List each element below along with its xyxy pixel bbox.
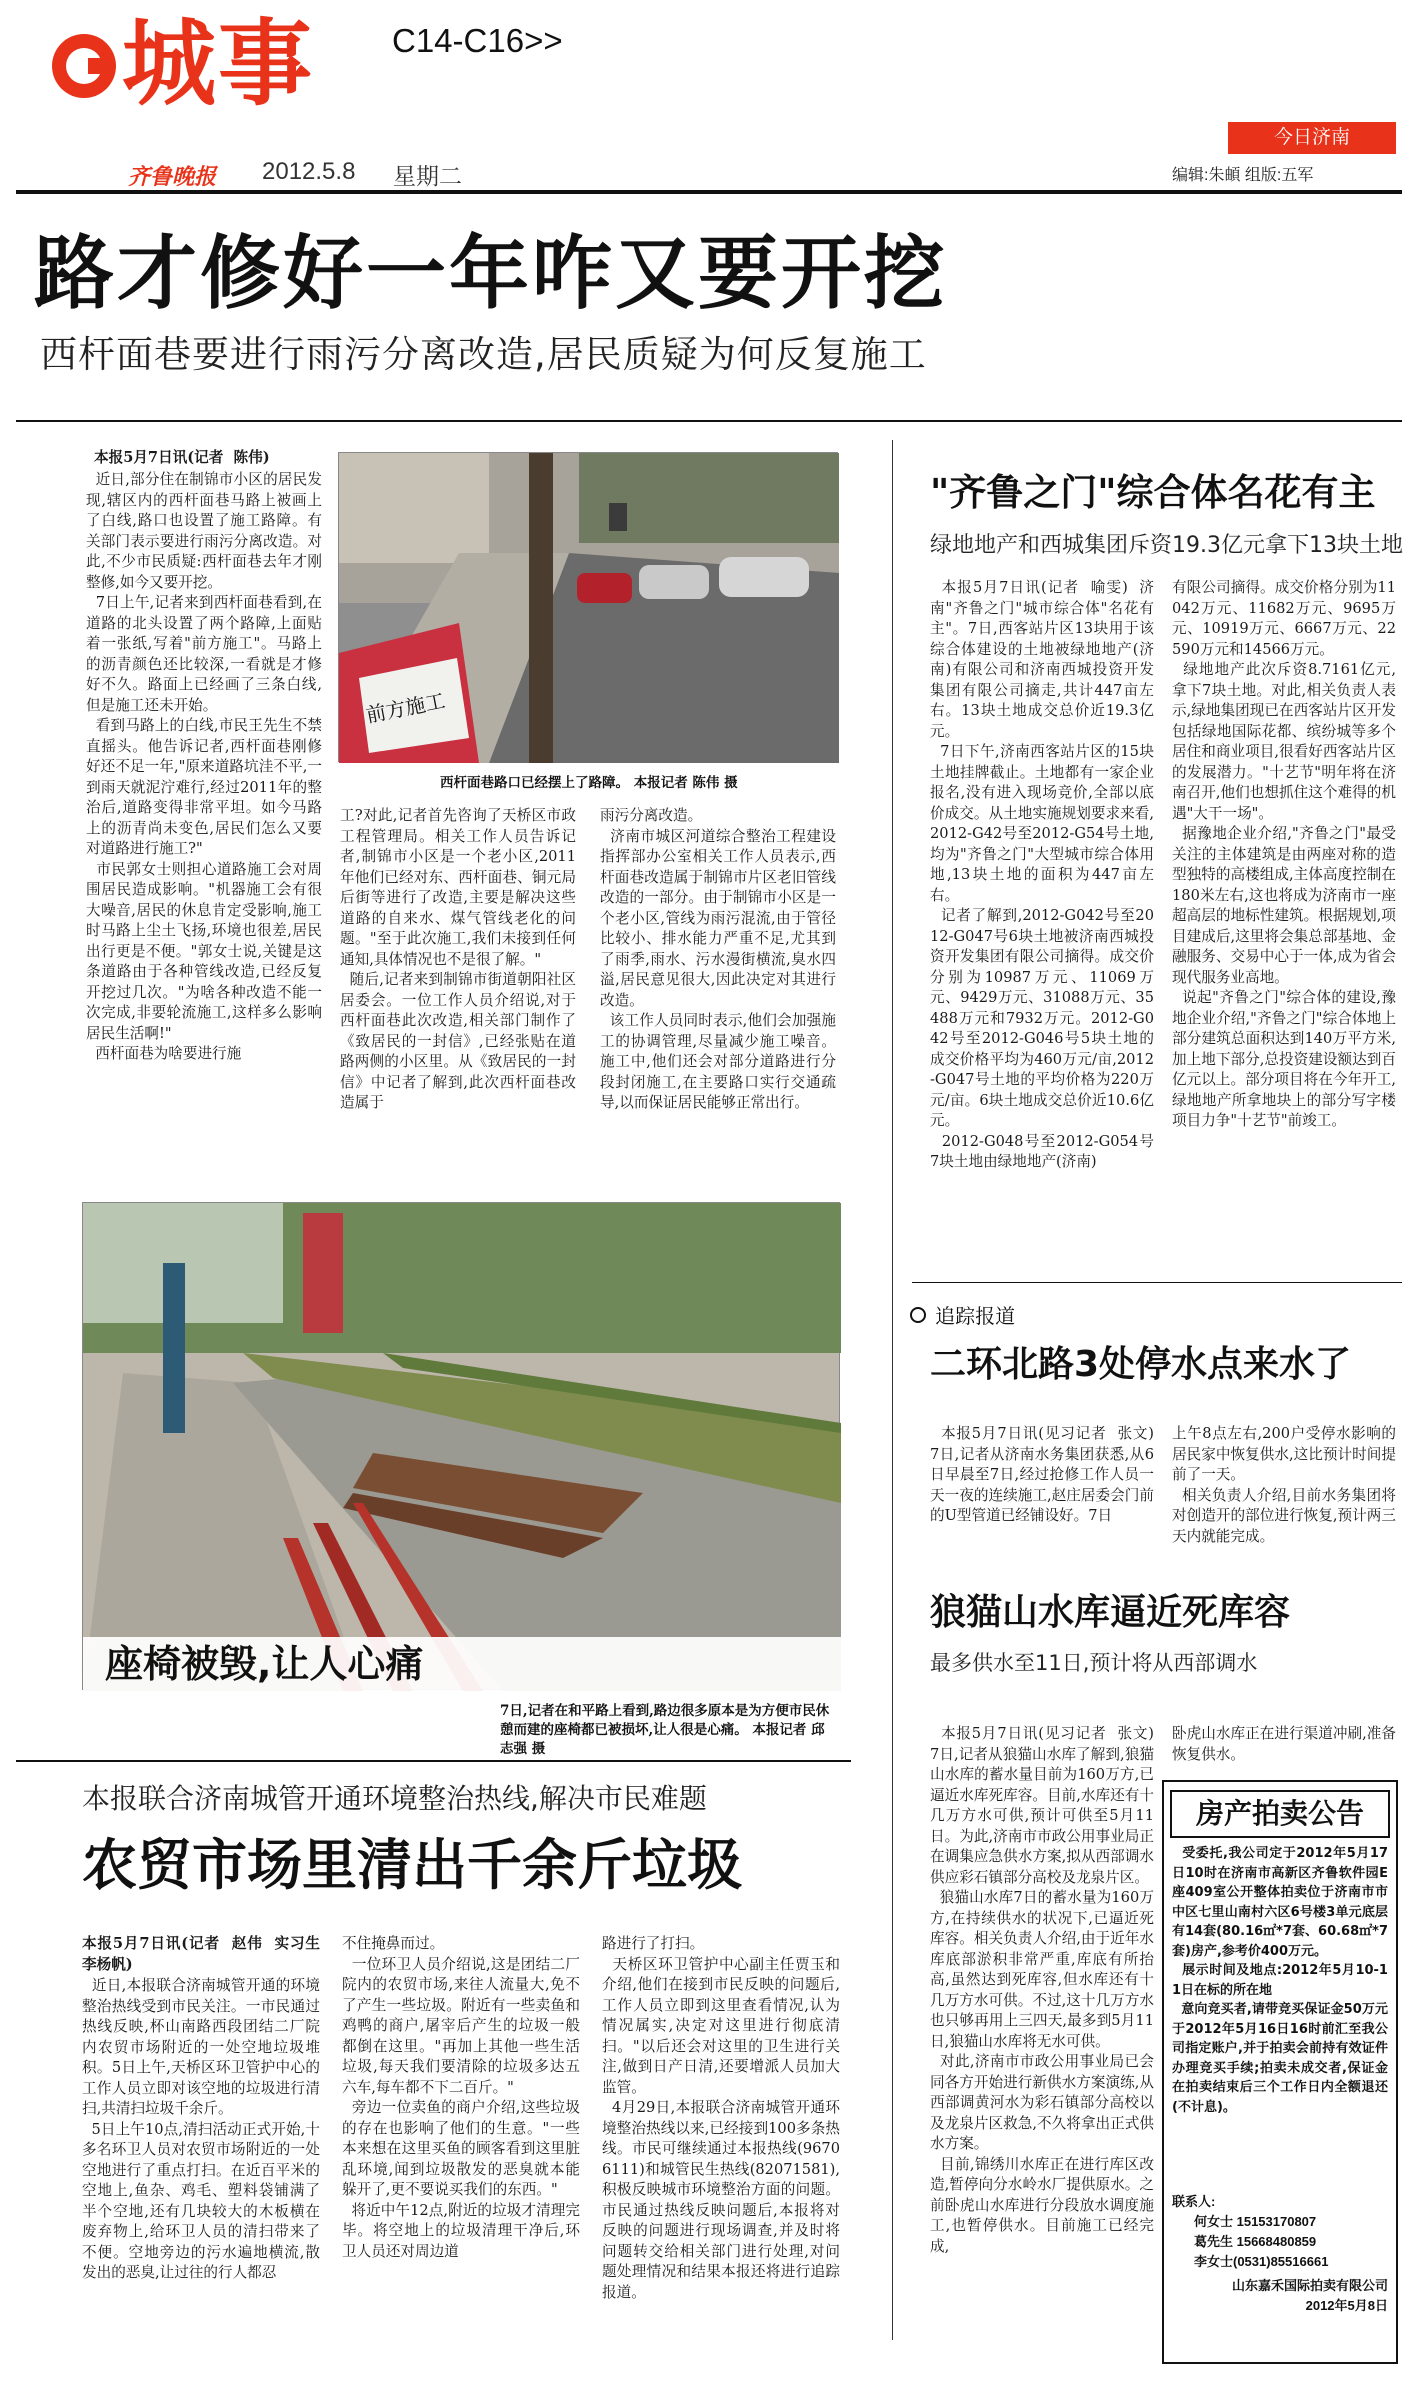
market-headline: 农贸市场里清出千余斤垃圾 <box>82 1833 743 1897</box>
auction-ad-body: 受委托,我公司定于2012年5月17日10时在济南市高新区齐鲁软件园E座409室公开整体拍卖位于济南市市中区七里山南村六区6号楼3单元底层有14套(80.16㎡*7套、60.68㎡*7套)房产,参考价400万元。 展示时间及地点:2012年5月10-11日在标的所在地 意向竞买者,请带竞买保证金50万元于2012年5月16日16时前汇至我公司指定账户,并于拍卖会前持有效证件办理竞买手续;拍卖未成交者,保证金在拍卖结束后三个工作日内全额退还(不计息)。 <box>1172 1846 1388 2115</box>
barrier-photo <box>338 452 838 762</box>
water-story-col1: 本报5月7日讯(见习记者 张文) 7日,记者从济南水务集团获悉,从6日早晨至7日,经过抢修工作人员一天一夜的连续施工,赵庄居委会门前的U型管道已经铺设好。7日 <box>930 1425 1164 1524</box>
pages-ref[interactable]: C14-C16>> <box>392 22 563 59</box>
water-tag-label: 追踪报道 <box>935 1306 1016 1328</box>
water-story-col2: 上午8点左右,200户受停水影响的居民家中恢复供水,这比预计时间提前了一天。 相关负责人介绍,目前水务集团将对创造开的部位进行恢复,预计两三天内就能完成。 <box>1172 1425 1396 1545</box>
paper-name: 齐鲁晚报 <box>128 164 217 190</box>
water-rule <box>912 1282 1402 1283</box>
headline-rule <box>16 420 1402 422</box>
market-story-col1: 近日,本报联合济南城管开通的环境整治热线受到市民关注。一市民通过热线反映,杯山南路西段团结二厂院内农贸市场附近的一处空地垃圾堆积。5日上午,天桥区环卫管护中心的工作人员立即对该空地的垃圾进行清扫,共清扫垃圾千余斤。 5日上午10点,清扫活动正式开始,十多名环卫人员对农贸市场附近的一处空地进行了重点打扫。在近百平米的空地上,鱼杂、鸡毛、塑料袋铺满了半个空地,还有几块较大的木板横在废弃物上,给环卫人员的清扫带来了不便。空地旁边的污水遍地横流,散发出的恶臭,让过往的行人都忍 <box>82 1977 321 2281</box>
qilu-story-col2: 有限公司摘得。成交价格分别为11042万元、11682万元、9695万元、10919万元、6667万元、22590万元和14566万元。 绿地地产此次斥资8.7161亿元,拿下7块土地。对此,相关负责人表示,绿地集团现已在西客站片区开发包括绿地国际花都、缤纷城等多个居住和商业项目,很看好西客站片区的发展潜力。"十艺节"明年将在济南召开,他们也想抓住这个难得的机遇"大干一场"。 据豫地企业介绍,"齐鲁之门"最受关注的主体建筑是由两座对称的造型独特的高楼组成,主体高度控制在180米左右,这也将成为济南市一座超高层的地标性建筑。根据规划,项目建成后,这里将会集总部基地、金融服务、交易中心于一体,成为省会现代服务业高地。 说起"齐鲁之门"综合体的建设,豫地企业介绍,"齐鲁之门"综合体地上部分建筑总面积达到140万平方米,加上地下部分,总投资建设额达到百亿元以上。部分项目将在今年开工,绿地地产所拿地块上的部分写字楼项目力争"十艺节"前竣工。 <box>1172 579 1396 1129</box>
bench-photo-svg <box>83 1203 841 1691</box>
bench-photo <box>82 1202 840 1690</box>
reservoir-story-col1: 本报5月7日讯(见习记者 张文) 7日,记者从狼猫山水库了解到,狼猫山水库的蓄水量目前为160万方,已逼近水库死库容。目前,水库还有十几万方水可供,预计可供至5月11日。为此,济南市市政公用事业局正在调集应急供水方案,拟从西部调水供应彩石镇部分高校及龙泉片区。 狼猫山水库7日的蓄水量为160万方,在持续供水的状况下,已逼近死库容。相关负责人介绍,由于近年水库底部淤积非常严重,库底有所抬高,虽然达到死库容,但水库还有十几万方水可供。不过,这十几万方水也只够再用上三四天,最多到5月11日,狼猫山水库将无水可供。 对此,济南市市政公用事业局已会同各方开始进行新供水方案演练,从西部调黄河水为彩石镇部分高校以及龙泉片区救急,不久将拿出正式供水方案。 目前,锦绣川水库正在进行库区改造,暂停向分水岭水厂提供原水。之前卧虎山水库进行分段放水调度施工,也暂停供水。目前施工已经完成, <box>930 1725 1154 2255</box>
main-story-col1: 近日,部分住在制锦市小区的居民发现,辖区内的西杆面巷马路上被画上了白线,路口也设置了施工路障。有关部门表示要进行雨污分离改造。对此,不少市民质疑:西杆面巷去年才刚整修,如今又要开挖。 7日上午,记者来到西杆面巷看到,在道路的北头设置了两个路障,上面贴着一张纸,写着"前方施工"。马路上的沥青颜色还比较深,一看就是才修好不久。路面上已经画了三条白线,但是施工还未开始。 看到马路上的白线,市民王先生不禁直摇头。他告诉记者,西杆面巷刚修好还不足一年,"原来道路坑洼不平,一到雨天就泥泞难行,经过2011年的整治后,道路变得非常平坦。如今马路上的沥青尚未变色,居民们怎么又要对道路进行施工?" 市民郭女士则担心道路施工会对周围居民造成影响。"机器施工会有很大噪音,居民的休息肯定受影响,施工时马路上尘土飞扬,环境也很差,居民出行更是不便。"郭女士说,关键是这条道路由于各种管线改造,已经反复开挖过几次。"为啥各种改造不能一次完成,非要轮流施工,这样多么影响居民生活啊!" 西杆面巷为啥要进行施 <box>86 471 323 1062</box>
editors-credit: 编辑:朱頔 组版:五军 <box>1172 167 1314 184</box>
auction-contact-label: 联系人: <box>1172 2194 1216 2209</box>
auction-date: 2012年5月8日 <box>1305 2298 1388 2313</box>
main-headline: 路才修好一年咋又要开挖 <box>34 227 947 320</box>
qilu-story-col1: 本报5月7日讯(记者 喻雯) 济南"齐鲁之门"城市综合体"名花有主"。7日,西客站片区13块用于该综合体建设的土地被绿地地产(济南)有限公司和济南西城投资开发集团有限公司摘走,共计447亩左右。13块土地成交总价近19.3亿元。 7日下午,济南西客站片区的15块土地挂牌截止。土地都有一家企业报名,没有进入现场竞价,全部以底价成交。从土地实施规划要求来看,2012-G42号至2012-G54号土地,均为"齐鲁之门"大型城市综合体用地,13块土地的面积为447亩左右。 记者了解到,2012-G042号至2012-G047号6块土地被济南西城投资开发集团有限公司摘得。成交价分别为10987万元、11069万元、9429万元、31088万元、35488万元和7932万元。2012-G042号至2012-G046号5块土地的成交价格平均为460万元/亩,2012-G047号土地的平均价格为220万元/亩。6块土地成交总价近10.6亿元。 2012-G048号至2012-G054号7块土地由绿地地产(济南) <box>930 579 1155 1170</box>
section-tag: 今日济南 <box>1228 122 1396 154</box>
auction-company: 山东嘉禾国际拍卖有限公司 <box>1231 2278 1388 2293</box>
section-logo-icon <box>52 34 116 98</box>
main-subhead: 西杆面巷要进行雨污分离改造,居民质疑为何反复施工 <box>40 333 927 376</box>
auction-ad <box>1162 1780 1398 2364</box>
reservoir-story-col2-top: 卧虎山水库正在进行渠道冲刷,准备恢复供水。 <box>1172 1725 1396 1763</box>
qilu-headline: "齐鲁之门"综合体名花有主 <box>930 471 1376 514</box>
market-story-col3: 路进行了打扫。 天桥区环卫管护中心副主任贾玉和介绍,他们在接到市民反映的问题后,工作人员立即到这里查看情况,认为情况属实,决定对这里进行彻底清扫。"以后还会对这里的卫生进行关注,做到日产日清,还要增派人员加大监管。 4月29日,本报联合济南城管开通环境整治热线以来,已经接到100多条热线。市民可继续通过本报热线(96706111)和城管民生热线(82071581),积极反映城市环境整治方面的问题。市民通过热线反映问题后,本报将对反映的问题进行现场调查,并及时将问题转交给相关部门进行处理,对问题处理情况和结果本报还将进行追踪报道。 <box>602 1935 840 2301</box>
main-story-col2: 工?对此,记者首先咨询了天桥区市政工程管理局。相关工作人员告诉记者,制锦市小区是一个老小区,2011年他们已经对东、西杆面巷、铜元局后街等进行了改造,主要是解决这些道路的自来水、煤气管线老化的问题。"至于此次施工,我们未接到任何通知,具体情况也不是很了解。" 随后,记者来到制锦市街道朝阳社区居委会。一位工作人员介绍说,对于西杆面巷此次改造,相关部门制作了《致居民的一封信》,已经张贴在道路两侧的小区里。从《致居民的一封信》中记者了解到,此次西杆面巷改造属于 <box>340 807 577 1111</box>
main-byline: 本报5月7日讯(记者 陈伟) <box>94 449 270 466</box>
section-title: 城事 <box>122 10 315 119</box>
masthead-rule <box>16 190 1402 194</box>
auction-contact-1: 何女士 15153170807 <box>1194 2214 1317 2229</box>
barrier-photo-caption: 西杆面巷路口已经摆上了路障。 本报记者 陈伟 摄 <box>440 775 738 791</box>
column-divider <box>892 440 893 2340</box>
barrier-sign-text: 前方施工 <box>364 688 448 728</box>
market-rule <box>16 1760 851 1762</box>
bench-photo-caption: 7日,记者在和平路上看到,路边很多原本是为方便市民休憩而建的座椅都已被损坏,让人很是心痛。 本报记者 邱志强 摄 <box>500 1703 830 1757</box>
auction-contact-3: 李女士(0531)85516661 <box>1194 2254 1329 2269</box>
water-headline: 二环北路3处停水点来水了 <box>930 1344 1352 1385</box>
water-tag <box>910 1300 1015 1329</box>
market-byline: 本报5月7日讯(记者 赵伟 实习生 李杨帆) <box>82 1935 331 1973</box>
bench-title: 座椅被毁,让人心痛 <box>105 1642 424 1686</box>
tracking-report-icon <box>910 1307 926 1323</box>
qilu-subhead: 绿地地产和西城集团斥资19.3亿元拿下13块土地 <box>930 533 1403 558</box>
auction-contact-2: 葛先生 15668480859 <box>1194 2234 1317 2249</box>
main-story-col3: 雨污分离改造。 济南市城区河道综合整治工程建设指挥部办公室相关工作人员表示,西杆面巷改造属于制锦市片区老旧管线改造的一部分。由于制锦市小区是一个老小区,管线为雨污混流,由于管径比较小、排水能力严重不足,尤其到了雨季,雨水、污水漫街横流,臭水四溢,居民意见很大,因此决定对其进行改造。 该工作人员同时表示,他们会加强施工的协调管理,尽量减少施工噪音。施工中,他们还会对部分道路进行分段封闭施工,在主要路口实行交通疏导,以而保证居民能够正常出行。 <box>600 807 837 1111</box>
auction-ad-title: 房产拍卖公告 <box>1170 1790 1390 1838</box>
reservoir-headline: 狼猫山水库逼近死库容 <box>930 1592 1291 1633</box>
issue-date: 2012.5.8 <box>262 158 356 185</box>
market-story-col2: 不住掩鼻而过。 一位环卫人员介绍说,这是团结二厂院内的农贸市场,来往人流量大,免不了产生一些垃圾。附近有一些卖鱼和鸡鸭的商户,屠宰后产生的垃圾一般都倒在这里。"再加上其他一些生活垃圾,每天我们要清除的垃圾多达五六车,每车都不下二百斤。" 旁边一位卖鱼的商户介绍,这些垃圾的存在也影响了他们的生意。"一些本来想在这里买鱼的顾客看到这里脏乱环境,闻到垃圾散发的恶臭就本能躲开了,更不要说买我们的东西。" 将近中午12点,附近的垃圾才清理完毕。将空地上的垃圾清理干净后,环卫人员还对周边道 <box>342 1935 581 2260</box>
masthead <box>0 0 1417 200</box>
market-kicker: 本报联合济南城管开通环境整治热线,解决市民难题 <box>82 1782 707 1815</box>
reservoir-subhead: 最多供水至11日,预计将从西部调水 <box>930 1651 1258 1675</box>
issue-weekday: 星期二 <box>393 163 462 189</box>
